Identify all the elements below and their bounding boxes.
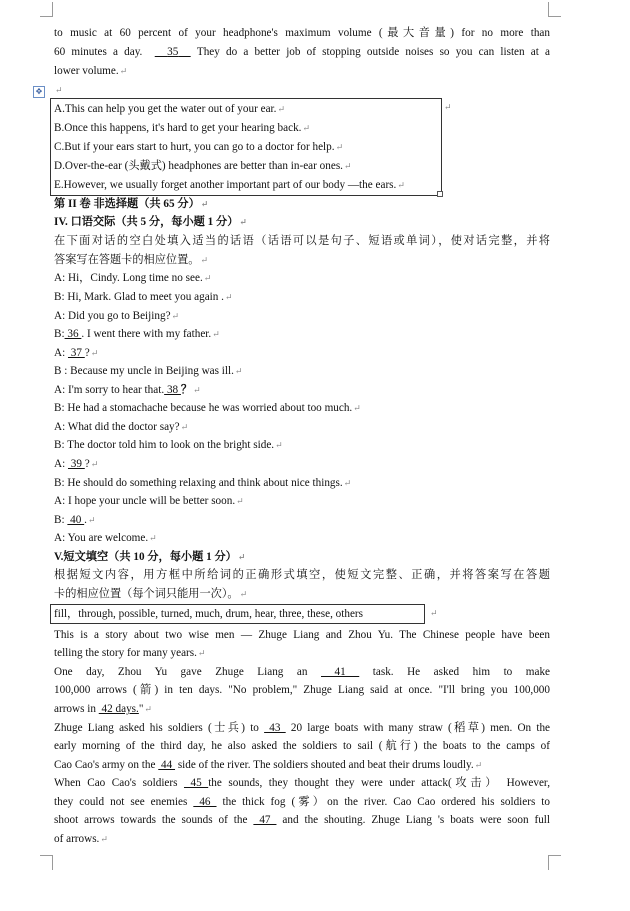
passage-line: shoot arrows towards the sounds of the 47 and the shouting. Zhuge Liang 's boats were soon full	[54, 814, 551, 826]
empty-line: ↵	[55, 85, 63, 95]
option-a: A.This can help you get the water out of your ear.↵	[54, 103, 285, 115]
dialogue-line: A: I hope your uncle will be better soon.↵	[54, 495, 244, 507]
paragraph-line: 60 minutes a day. 35 They do a better job of stopping outside noises so you can listen at a	[54, 46, 551, 58]
paragraph-line: to music at 60 percent of your headphone's maximum volume (最大音量) for no more than	[54, 27, 550, 39]
section5-instruction: 卡的相应位置（每个词只能用一次）。↵	[54, 588, 248, 600]
section4-instruction: 答案写在答题卡的相应位置。↵	[54, 254, 208, 266]
passage-line: Cao Cao's army on the 44 side of the river. The soldiers shouted and beat their drums loudly.↵	[54, 759, 483, 771]
option-c: C.But if your ears start to hurt, you can go to a doctor for help.↵	[54, 141, 344, 153]
crop-mark-bottom-left	[40, 855, 53, 870]
dialogue-line: B: He should do something relaxing and think about nice things.↵	[54, 477, 352, 489]
blank-41[interactable]: 41	[321, 666, 360, 678]
section4-heading: IV. 口语交际（共 5 分，每小题 1 分）↵	[54, 216, 247, 228]
dialogue-line: B: He had a stomachache because he was worried about too much.↵	[54, 402, 361, 414]
blank-37[interactable]: 37	[67, 347, 85, 359]
passage-line: of arrows.↵	[54, 833, 108, 845]
passage-line: arrows in 42 days."↵	[54, 703, 152, 715]
blank-46[interactable]: 46	[193, 796, 217, 808]
dialogue-line: B: 40 .↵	[54, 514, 96, 526]
dialogue-line: B: Hi, Mark. Glad to meet you again .↵	[54, 291, 233, 303]
blank-47[interactable]: 47	[253, 814, 277, 826]
option-d: D.Over-the-ear (头戴式) headphones are better than in-ear ones.↵	[54, 160, 352, 172]
word-bank: fill，through, possible, turned, much, drum, hear, three, these, others	[54, 608, 363, 620]
option-b: B.Once this happens, it's hard to get your hearing back.↵	[54, 122, 311, 134]
dialogue-line: B: The doctor told him to look on the bright side.↵	[54, 439, 283, 451]
dialogue-line: B: 36 . I went there with my father.↵	[54, 328, 220, 340]
passage-line: Zhuge Liang asked his soldiers (士兵) to 43 20 large boats with many straw (稻草) men. On the	[54, 722, 551, 734]
option-e: E.However, we usually forget another important part of our body —the ears.↵	[54, 179, 405, 191]
dialogue-line: A: 39 ?↵	[54, 458, 99, 470]
passage-line: they could not see enemies 46 the thick fog (雾）on the river. Cao Cao ordered his soldiers to	[54, 796, 551, 808]
blank-38[interactable]: 38	[164, 384, 181, 396]
section5-instruction: 根据短文内容，用方框中所给词的正确形式填空，使短文完整、正确，并将答案写在答题	[54, 569, 550, 581]
paragraph-line: lower volume.↵	[54, 65, 128, 77]
section4-instruction: 在下面对话的空白处填入适当的话语（话语可以是句子、短语或单词），使对话完整，并将	[54, 235, 550, 247]
end-of-row-mark-icon: ↵	[430, 608, 438, 618]
passage-line: When Cao Cao's soldiers 45 the sounds, they thought they were under attack(攻击） However,	[54, 777, 550, 789]
end-of-row-mark-icon: ↵	[444, 102, 452, 112]
part2-title: 第 II 卷 非选择题（共 65 分）↵	[54, 198, 209, 210]
blank-44[interactable]: 44	[158, 759, 176, 771]
blank-35[interactable]: 35	[167, 46, 179, 58]
passage-line: telling the story for many years.↵	[54, 647, 206, 659]
dialogue-line: A: I'm sorry to hear that. 38 ？↵	[54, 384, 201, 396]
blank-45[interactable]: 45	[183, 777, 209, 789]
crop-mark-top-left	[40, 2, 53, 17]
dialogue-line: A: What did the doctor say?↵	[54, 421, 189, 433]
dialogue-line: B : Because my uncle in Beijing was ill.↵	[54, 365, 243, 377]
blank-36[interactable]: 36	[64, 328, 82, 340]
word-bank-box	[50, 604, 425, 624]
passage-line: This is a story about two wise men — Zhuge Liang and Zhou Yu. The Chinese people have been	[54, 629, 550, 641]
passage-line: One day, Zhou Yu gave Zhuge Liang an 41 task. He asked him to make	[54, 666, 551, 678]
passage-line: 100,000 arrows (箭) in ten days. "No problem," Zhuge Liang said at once. "I'll bring you 100,000	[54, 684, 550, 696]
passage-line: early morning of the third day, he also asked the soldiers to sail (航行) the boats to the camps of	[54, 740, 550, 752]
dialogue-line: A: Did you go to Beijing?↵	[54, 310, 180, 322]
table-move-handle-icon[interactable]: ✥	[33, 86, 45, 98]
dialogue-line: A: Hi，Cindy. Long time no see.↵	[54, 272, 212, 284]
crop-mark-top-right	[548, 2, 561, 17]
blank-40[interactable]: 40	[67, 514, 85, 526]
options-box	[50, 98, 442, 196]
crop-mark-bottom-right	[548, 855, 561, 870]
blank-43[interactable]: 43	[264, 722, 286, 734]
dialogue-line: A: You are welcome.↵	[54, 532, 157, 544]
blank-39[interactable]: 39	[67, 458, 85, 470]
dialogue-line: A: 37 ?↵	[54, 347, 99, 359]
blank-42[interactable]: 42 days.	[98, 703, 139, 715]
section5-heading: V.短文填空（共 10 分，每小题 1 分）↵	[54, 551, 246, 563]
